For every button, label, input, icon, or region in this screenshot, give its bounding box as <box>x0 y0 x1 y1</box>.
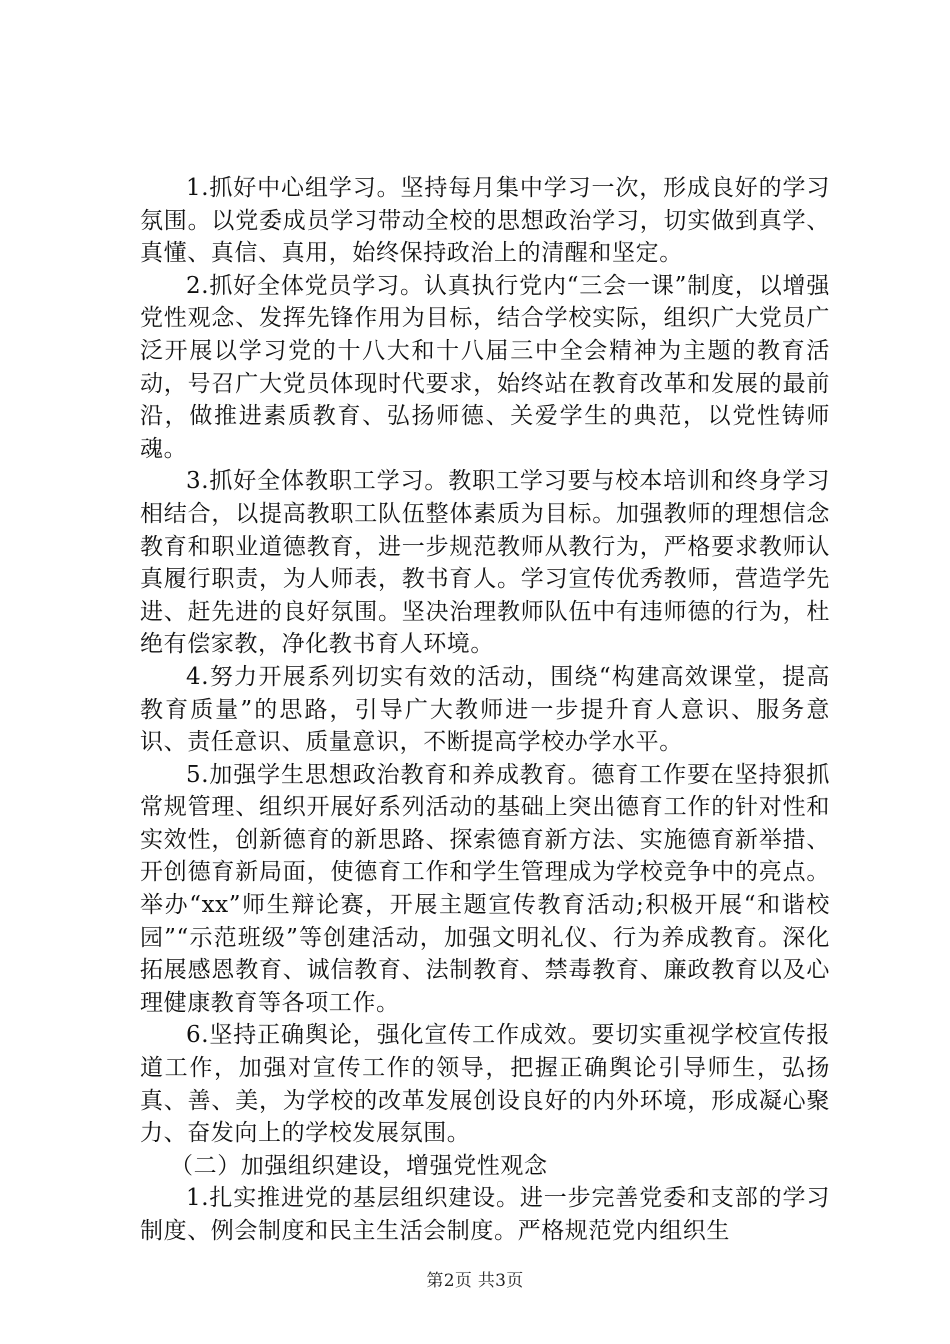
paragraph-activities: 4.努力开展系列切实有效的活动，围绕“构建高效课堂，提高教育质量”的思路，引导广大教师进一步提升育人意识、服务意识、责任意识、质量意识，不断提高学校办学水平。 <box>140 663 830 756</box>
paragraph-grassroots-organization: 1.扎实推进党的基层组织建设。进一步完善党委和支部的学习制度、例会制度和民主生活会制度。严格规范党内组织生 <box>140 1185 830 1244</box>
paragraph-student-education: 5.加强学生思想政治教育和养成教育。德育工作要在坚持狠抓常规管理、组织开展好系列活动的基础上突出德育工作的针对性和实效性，创新德育的新思路、探索德育新方法、实施德育新举措、开创德育新局面，使德育工作和学生管理成为学校竞争中的亮点。举办“xx”师生辩论赛，开展主题宣传教育活动;积极开展“和谐校园”“示范班级”等创建活动，加强文明礼仪、行为养成教育。深化拓展感恩教育、诚信教育、法制教育、禁毒教育、廉政教育以及心理健康教育等各项工作。 <box>140 761 830 1016</box>
paragraph-study-staff: 3.抓好全体教职工学习。教职工学习要与校本培训和终身学习相结合，以提高教职工队伍整体素质为目标。加强教师的理想信念教育和职业道德教育，进一步规范教师从教行为，严格要求教师认真履行职责，为人师表，教书育人。学习宣传优秀教师，营造学先进、赶先进的良好氛围。坚决治理教师队伍中有违师德的行为，杜绝有偿家教，净化教书育人环境。 <box>140 468 830 658</box>
paragraph-study-central-group: 1.抓好中心组学习。坚持每月集中学习一次，形成良好的学习氛围。以党委成员学习带动全校的思想政治学习，切实做到真学、真懂、真信、真用，始终保持政治上的清醒和坚定。 <box>140 175 830 267</box>
page-footer: 第2页 共3页 <box>426 1271 524 1291</box>
document-body <box>140 172 830 1248</box>
section-heading-organization: （二）加强组织建设，增强党性观念 <box>170 1152 548 1179</box>
paragraph-study-party-members: 2.抓好全体党员学习。认真执行党内“三会一课”制度，以增强党性观念、发挥先锋作用为目标，结合学校实际，组织广大党员广泛开展以学习党的十八大和十八届三中全会精神为主题的教育活动，号召广大党员体现时代要求，始终站在教育改革和发展的最前沿，做推进素质教育、弘扬师德、关爱学生的典范，以党性铸师魂。 <box>140 272 830 462</box>
paragraph-publicity: 6.坚持正确舆论，强化宣传工作成效。要切实重视学校宣传报道工作，加强对宣传工作的领导，把握正确舆论引导师生，弘扬真、善、美，为学校的改革发展创设良好的内外环境，形成凝心聚力、奋发向上的学校发展氛围。 <box>140 1022 830 1147</box>
